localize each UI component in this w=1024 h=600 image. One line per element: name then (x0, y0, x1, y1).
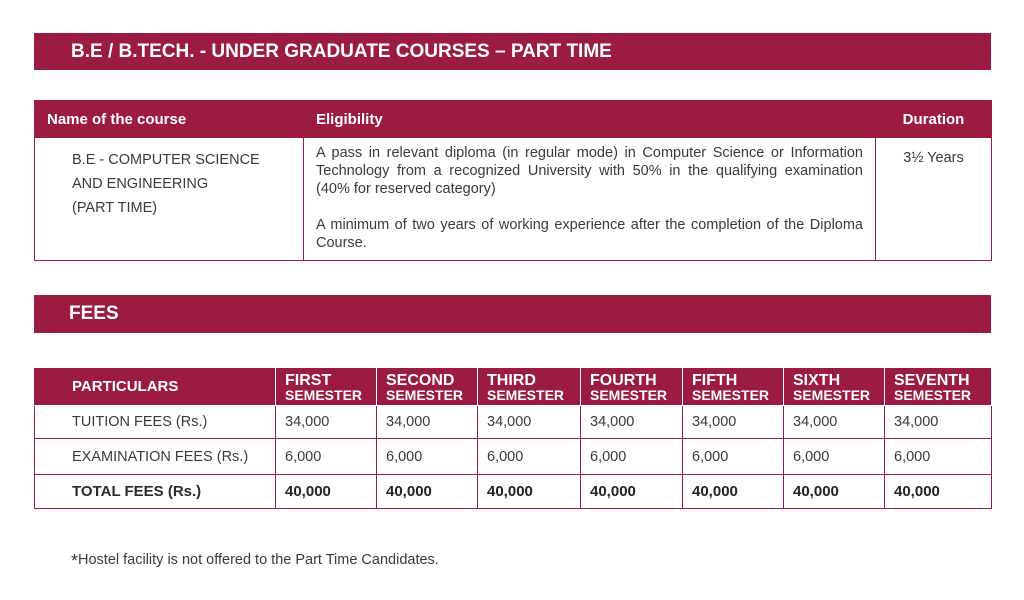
semester-ordinal: FIRST (285, 371, 332, 389)
hostel-note (71, 551, 439, 572)
course-table (34, 100, 992, 261)
semester-ordinal: FOURTH (590, 371, 657, 389)
fees-heading: FEES (34, 295, 991, 333)
fee-value: 34,000 (885, 406, 992, 439)
fee-value: 6,000 (683, 439, 784, 475)
header-duration: Duration (876, 101, 992, 138)
fees-header-row (35, 368, 992, 406)
course-name-cell (35, 138, 304, 261)
fees-row-total (35, 475, 992, 509)
fee-value: 6,000 (885, 439, 992, 475)
semester-ordinal: THIRD (487, 371, 536, 389)
fees-row-tuition (35, 406, 992, 439)
semester-word: SEMESTER (894, 386, 972, 403)
fee-value: 6,000 (377, 439, 478, 475)
fee-value: 6,000 (581, 439, 683, 475)
fees-row-examination (35, 439, 992, 475)
header-semester (276, 368, 377, 406)
fee-total-value: 40,000 (683, 475, 784, 509)
semester-ordinal: SIXTH (793, 371, 841, 389)
semester-word: SEMESTER (590, 386, 668, 403)
course-name-line: AND ENGINEERING (72, 176, 209, 192)
fee-value: 34,000 (276, 406, 377, 439)
fees-row-label: TUITION FEES (Rs.) (35, 406, 276, 439)
fees-table (34, 367, 992, 509)
semester-word: SEMESTER (285, 386, 363, 403)
header-semester (683, 368, 784, 406)
semester-ordinal: SEVENTH (894, 371, 970, 389)
semester-word: SEMESTER (692, 386, 770, 403)
asterisk: * (71, 551, 79, 571)
semester-ordinal: FIFTH (692, 371, 738, 389)
semester-ordinal: SECOND (386, 371, 455, 389)
hostel-note-text: Hostel facility is not offered to the Part Time Candidates. (78, 552, 439, 568)
fee-value: 34,000 (478, 406, 581, 439)
fee-total-value: 40,000 (885, 475, 992, 509)
semester-word: SEMESTER (487, 386, 565, 403)
course-row (35, 138, 992, 261)
fee-total-value: 40,000 (478, 475, 581, 509)
fees-row-label: EXAMINATION FEES (Rs.) (35, 439, 276, 475)
fee-total-value: 40,000 (581, 475, 683, 509)
fee-value: 6,000 (478, 439, 581, 475)
course-table-header (35, 101, 992, 138)
eligibility-paragraph: A minimum of two years of working experience after the completion of the Diploma Course. (316, 217, 863, 251)
semester-word: SEMESTER (793, 386, 871, 403)
course-name-line: B.E - COMPUTER SCIENCE (72, 152, 260, 168)
fee-value: 6,000 (784, 439, 885, 475)
eligibility-paragraph: A pass in relevant diploma (in regular mode) in Computer Science or Information Technology from a recognized University with 50% in the qualifying examination (40% for reserved category) (316, 145, 863, 197)
header-semester (885, 368, 992, 406)
header-semester (784, 368, 885, 406)
fees-row-label: TOTAL FEES (Rs.) (35, 475, 276, 509)
fee-value: 34,000 (377, 406, 478, 439)
header-eligibility: Eligibility (304, 101, 876, 138)
header-course-name: Name of the course (35, 101, 304, 138)
fee-value: 6,000 (276, 439, 377, 475)
fee-total-value: 40,000 (784, 475, 885, 509)
fee-value: 34,000 (581, 406, 683, 439)
semester-word: SEMESTER (386, 386, 464, 403)
header-particulars: PARTICULARS (35, 368, 276, 406)
fee-total-value: 40,000 (377, 475, 478, 509)
duration-cell: 3½ Years (876, 138, 992, 261)
courses-heading: B.E / B.TECH. - UNDER GRADUATE COURSES – PART TIME (34, 33, 991, 70)
eligibility-cell (304, 138, 876, 261)
course-name-line: (PART TIME) (72, 200, 158, 216)
fee-value: 34,000 (683, 406, 784, 439)
header-semester (581, 368, 683, 406)
fee-value: 34,000 (784, 406, 885, 439)
fee-total-value: 40,000 (276, 475, 377, 509)
header-semester (377, 368, 478, 406)
header-semester (478, 368, 581, 406)
